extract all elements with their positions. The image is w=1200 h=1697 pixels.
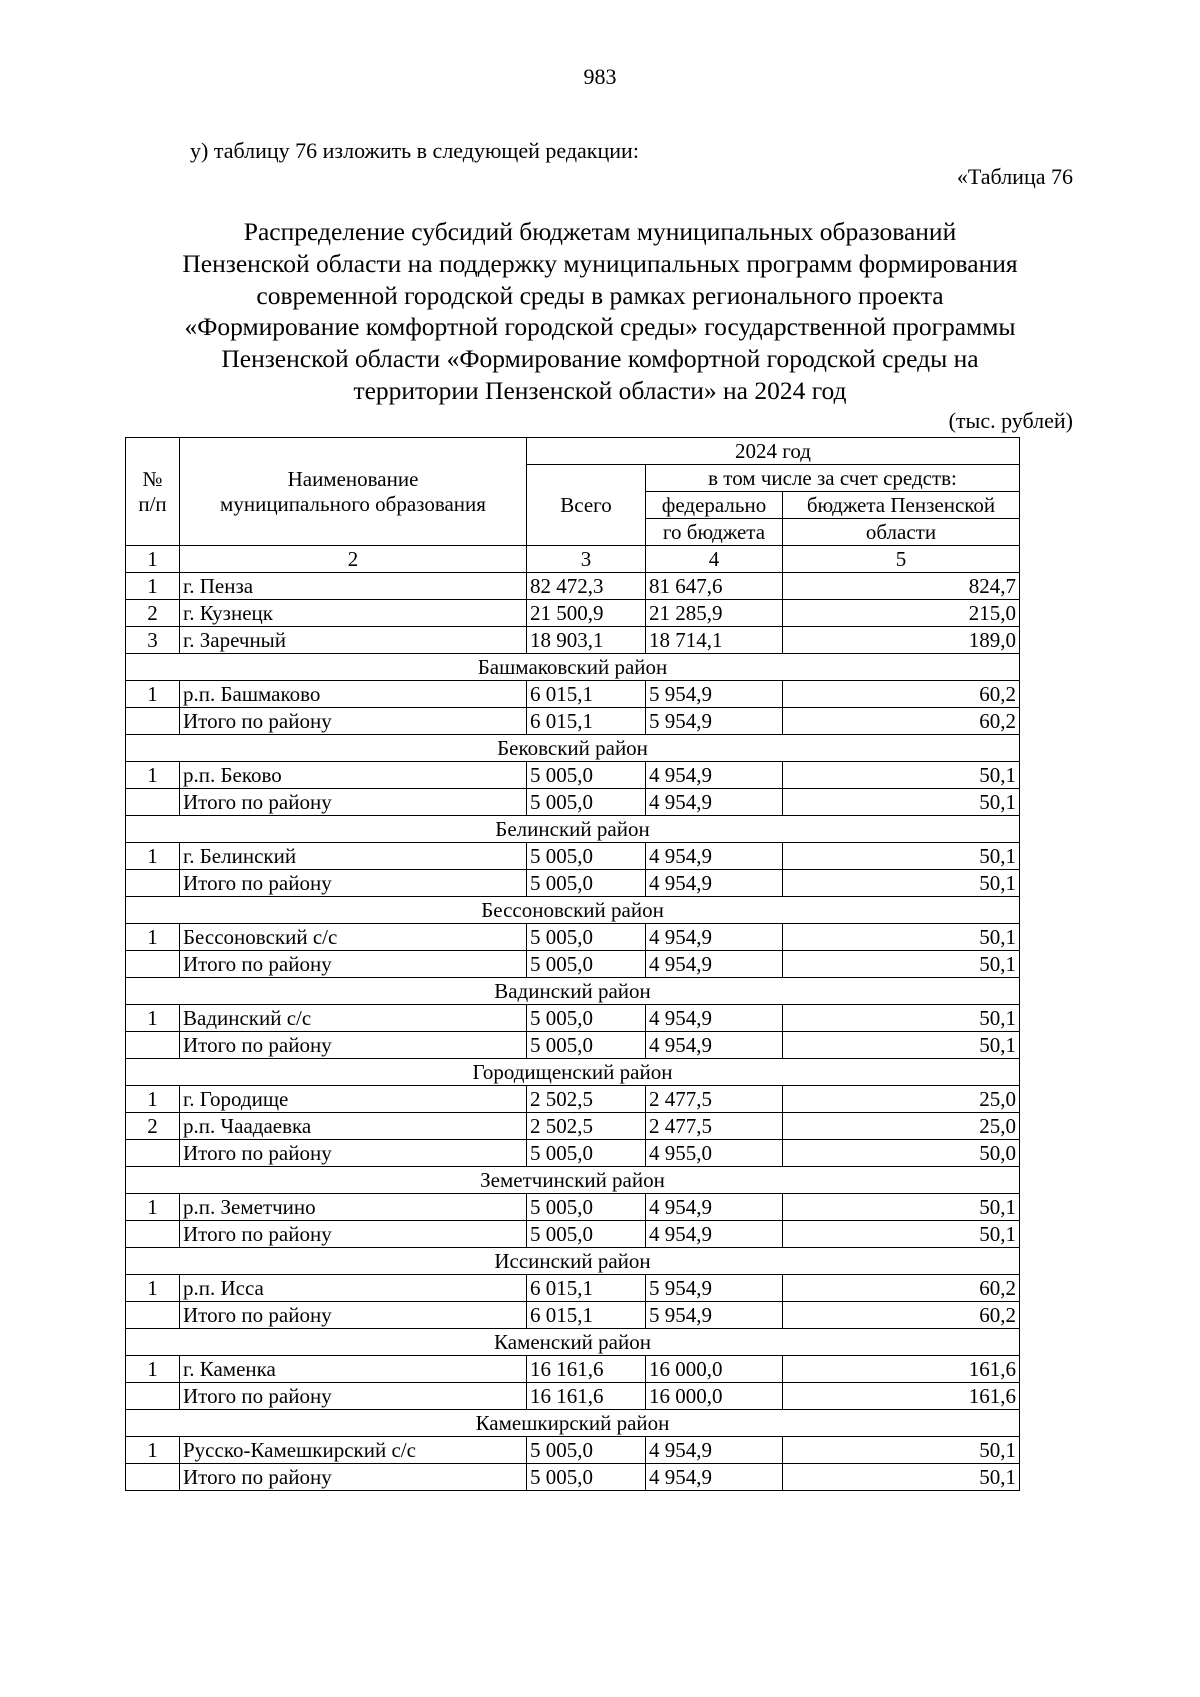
district-row	[126, 654, 1020, 681]
row-federal: 4 954,9	[646, 870, 783, 897]
district-name: Камешкирский район	[126, 1410, 1020, 1437]
row-federal: 4 954,9	[646, 843, 783, 870]
table-row	[126, 1356, 1020, 1383]
row-federal: 18 714,1	[646, 627, 783, 654]
row-regional: 50,1	[783, 1194, 1020, 1221]
row-num: 1	[126, 681, 180, 708]
row-num	[126, 789, 180, 816]
row-num: 1	[126, 1005, 180, 1032]
row-federal: 2 477,5	[646, 1086, 783, 1113]
column-numbers-row	[126, 546, 1020, 573]
row-num: 1	[126, 924, 180, 951]
district-name: Каменский район	[126, 1329, 1020, 1356]
row-name: Вадинский с/с	[180, 1005, 527, 1032]
row-total: 6 015,1	[527, 708, 646, 735]
row-num	[126, 1221, 180, 1248]
row-num	[126, 870, 180, 897]
table-row	[126, 1464, 1020, 1491]
row-num	[126, 1302, 180, 1329]
row-name: р.п. Исса	[180, 1275, 527, 1302]
row-regional: 50,1	[783, 762, 1020, 789]
table-row	[126, 951, 1020, 978]
row-name: Итого по району	[180, 1383, 527, 1410]
row-regional: 60,2	[783, 1275, 1020, 1302]
row-regional: 50,1	[783, 1005, 1020, 1032]
row-num	[126, 951, 180, 978]
row-total: 21 500,9	[527, 600, 646, 627]
row-federal: 4 954,9	[646, 1032, 783, 1059]
row-total: 5 005,0	[527, 762, 646, 789]
table-row	[126, 1437, 1020, 1464]
row-total: 5 005,0	[527, 1005, 646, 1032]
title-line: Пензенской области «Формирование комфортной городской среды на	[221, 344, 979, 374]
row-num: 1	[126, 843, 180, 870]
district-name: Земетчинский район	[126, 1167, 1020, 1194]
row-name: г. Кузнецк	[180, 600, 527, 627]
header-incl: в том числе за счет средств:	[646, 465, 1020, 492]
table-row	[126, 924, 1020, 951]
row-total: 2 502,5	[527, 1113, 646, 1140]
row-total: 16 161,6	[527, 1356, 646, 1383]
row-num: 1	[126, 573, 180, 600]
row-regional: 189,0	[783, 627, 1020, 654]
row-name: Итого по району	[180, 951, 527, 978]
row-total: 5 005,0	[527, 1437, 646, 1464]
row-regional: 25,0	[783, 1113, 1020, 1140]
row-name: Русско-Камешкирский с/с	[180, 1437, 527, 1464]
row-regional: 50,1	[783, 924, 1020, 951]
table-row	[126, 708, 1020, 735]
table-row	[126, 1275, 1020, 1302]
row-regional: 25,0	[783, 1086, 1020, 1113]
table-row	[126, 1032, 1020, 1059]
table-row	[126, 1005, 1020, 1032]
row-federal: 5 954,9	[646, 708, 783, 735]
title-line: территории Пензенской области» на 2024 год	[353, 375, 847, 405]
table-row	[126, 1383, 1020, 1410]
title-line: Пензенской области на поддержку муниципальных программ формирования	[182, 248, 1018, 278]
row-num	[126, 1383, 180, 1410]
district-name: Бековский район	[126, 735, 1020, 762]
row-total: 2 502,5	[527, 1086, 646, 1113]
title-line: современной городской среды в рамках регионального проекта	[256, 280, 944, 310]
row-federal: 4 954,9	[646, 1437, 783, 1464]
header-regional-2: области	[783, 519, 1020, 546]
row-federal: 4 954,9	[646, 951, 783, 978]
table-title	[120, 216, 1080, 407]
row-regional: 161,6	[783, 1356, 1020, 1383]
row-federal: 4 954,9	[646, 1464, 783, 1491]
row-federal: 4 955,0	[646, 1140, 783, 1167]
district-row	[126, 1410, 1020, 1437]
row-name: Итого по району	[180, 1140, 527, 1167]
intro-text: у) таблицу 76 изложить в следующей редакции:	[190, 138, 639, 163]
row-total: 5 005,0	[527, 1464, 646, 1491]
row-name: Итого по району	[180, 1221, 527, 1248]
row-total: 5 005,0	[527, 870, 646, 897]
row-total: 5 005,0	[527, 843, 646, 870]
row-num	[126, 1140, 180, 1167]
row-regional: 50,1	[783, 1437, 1020, 1464]
table-reference: «Таблица 76	[956, 164, 1073, 189]
row-federal: 16 000,0	[646, 1356, 783, 1383]
units-label: (тыс. рублей)	[948, 408, 1073, 433]
row-total: 5 005,0	[527, 1221, 646, 1248]
row-regional: 50,0	[783, 1140, 1020, 1167]
row-regional: 161,6	[783, 1383, 1020, 1410]
row-num: 2	[126, 600, 180, 627]
row-total: 5 005,0	[527, 789, 646, 816]
table-row	[126, 843, 1020, 870]
row-regional: 50,1	[783, 951, 1020, 978]
table-row	[126, 1086, 1020, 1113]
district-row	[126, 1167, 1020, 1194]
table-row	[126, 1140, 1020, 1167]
row-num: 1	[126, 1275, 180, 1302]
row-num: 2	[126, 1113, 180, 1140]
district-name: Иссинский район	[126, 1248, 1020, 1275]
row-total: 18 903,1	[527, 627, 646, 654]
row-regional: 60,2	[783, 681, 1020, 708]
district-row	[126, 735, 1020, 762]
row-name: г. Заречный	[180, 627, 527, 654]
header-total: Всего	[527, 465, 646, 546]
table-row	[126, 681, 1020, 708]
row-name: р.п. Чаадаевка	[180, 1113, 527, 1140]
district-name: Бессоновский район	[126, 897, 1020, 924]
row-name: р.п. Земетчино	[180, 1194, 527, 1221]
row-num	[126, 1464, 180, 1491]
row-total: 5 005,0	[527, 1140, 646, 1167]
table-row	[126, 627, 1020, 654]
row-name: г. Каменка	[180, 1356, 527, 1383]
district-row	[126, 1059, 1020, 1086]
row-regional: 60,2	[783, 708, 1020, 735]
table-row	[126, 600, 1020, 627]
page-number: 983	[583, 64, 617, 89]
row-total: 5 005,0	[527, 951, 646, 978]
row-num: 1	[126, 762, 180, 789]
district-name: Вадинский район	[126, 978, 1020, 1005]
header-num: № п/п	[126, 438, 180, 546]
row-regional: 50,1	[783, 1221, 1020, 1248]
table-row	[126, 762, 1020, 789]
col-number: 5	[783, 546, 1020, 573]
row-regional: 215,0	[783, 600, 1020, 627]
row-federal: 4 954,9	[646, 762, 783, 789]
row-regional: 50,1	[783, 843, 1020, 870]
district-name: Городищенский район	[126, 1059, 1020, 1086]
row-total: 5 005,0	[527, 1194, 646, 1221]
row-total: 6 015,1	[527, 1275, 646, 1302]
row-name: Бессоновский с/с	[180, 924, 527, 951]
row-total: 6 015,1	[527, 681, 646, 708]
row-regional: 50,1	[783, 1032, 1020, 1059]
row-regional: 50,1	[783, 870, 1020, 897]
table-row	[126, 1221, 1020, 1248]
row-name: Итого по району	[180, 870, 527, 897]
header-federal-2: го бюджета	[646, 519, 783, 546]
row-name: г. Пенза	[180, 573, 527, 600]
row-federal: 4 954,9	[646, 1005, 783, 1032]
row-federal: 4 954,9	[646, 1194, 783, 1221]
row-name: Итого по району	[180, 708, 527, 735]
row-total: 16 161,6	[527, 1383, 646, 1410]
table-row	[126, 789, 1020, 816]
header-row-year	[126, 438, 1020, 465]
row-regional: 50,1	[783, 1464, 1020, 1491]
row-federal: 5 954,9	[646, 1302, 783, 1329]
col-number: 3	[527, 546, 646, 573]
row-total: 5 005,0	[527, 924, 646, 951]
col-number: 2	[180, 546, 527, 573]
table-row	[126, 573, 1020, 600]
row-num	[126, 708, 180, 735]
subsidy-table	[125, 437, 1020, 1491]
row-federal: 2 477,5	[646, 1113, 783, 1140]
table-row	[126, 1194, 1020, 1221]
district-name: Башмаковский район	[126, 654, 1020, 681]
title-line: «Формирование комфортной городской среды» государственной программы	[184, 312, 1016, 342]
row-name: Итого по району	[180, 1032, 527, 1059]
row-total: 82 472,3	[527, 573, 646, 600]
district-row	[126, 816, 1020, 843]
header-year: 2024 год	[527, 438, 1020, 465]
row-num: 1	[126, 1437, 180, 1464]
district-row	[126, 1248, 1020, 1275]
table-row	[126, 1302, 1020, 1329]
row-num: 1	[126, 1194, 180, 1221]
district-row	[126, 1329, 1020, 1356]
row-name: Итого по району	[180, 1302, 527, 1329]
col-number: 1	[126, 546, 180, 573]
row-num: 1	[126, 1356, 180, 1383]
row-federal: 21 285,9	[646, 600, 783, 627]
table-row	[126, 870, 1020, 897]
row-federal: 81 647,6	[646, 573, 783, 600]
header-regional-1: бюджета Пензенской	[783, 492, 1020, 519]
row-total: 6 015,1	[527, 1302, 646, 1329]
table-row	[126, 1113, 1020, 1140]
row-num: 3	[126, 627, 180, 654]
header-federal-1: федерально	[646, 492, 783, 519]
row-name: г. Белинский	[180, 843, 527, 870]
row-total: 5 005,0	[527, 1032, 646, 1059]
row-federal: 5 954,9	[646, 681, 783, 708]
district-row	[126, 897, 1020, 924]
title-line: Распределение субсидий бюджетам муниципальных образований	[243, 217, 957, 246]
row-regional: 824,7	[783, 573, 1020, 600]
row-federal: 4 954,9	[646, 789, 783, 816]
row-federal: 4 954,9	[646, 924, 783, 951]
row-federal: 4 954,9	[646, 1221, 783, 1248]
row-regional: 50,1	[783, 789, 1020, 816]
row-num	[126, 1032, 180, 1059]
district-name: Белинский район	[126, 816, 1020, 843]
row-name: р.п. Башмаково	[180, 681, 527, 708]
row-name: г. Городище	[180, 1086, 527, 1113]
col-number: 4	[646, 546, 783, 573]
row-regional: 60,2	[783, 1302, 1020, 1329]
row-name: Итого по району	[180, 1464, 527, 1491]
row-num: 1	[126, 1086, 180, 1113]
row-federal: 5 954,9	[646, 1275, 783, 1302]
row-name: Итого по району	[180, 789, 527, 816]
district-row	[126, 978, 1020, 1005]
row-federal: 16 000,0	[646, 1383, 783, 1410]
row-name: р.п. Беково	[180, 762, 527, 789]
header-name: Наименование муниципального образования	[180, 438, 527, 546]
